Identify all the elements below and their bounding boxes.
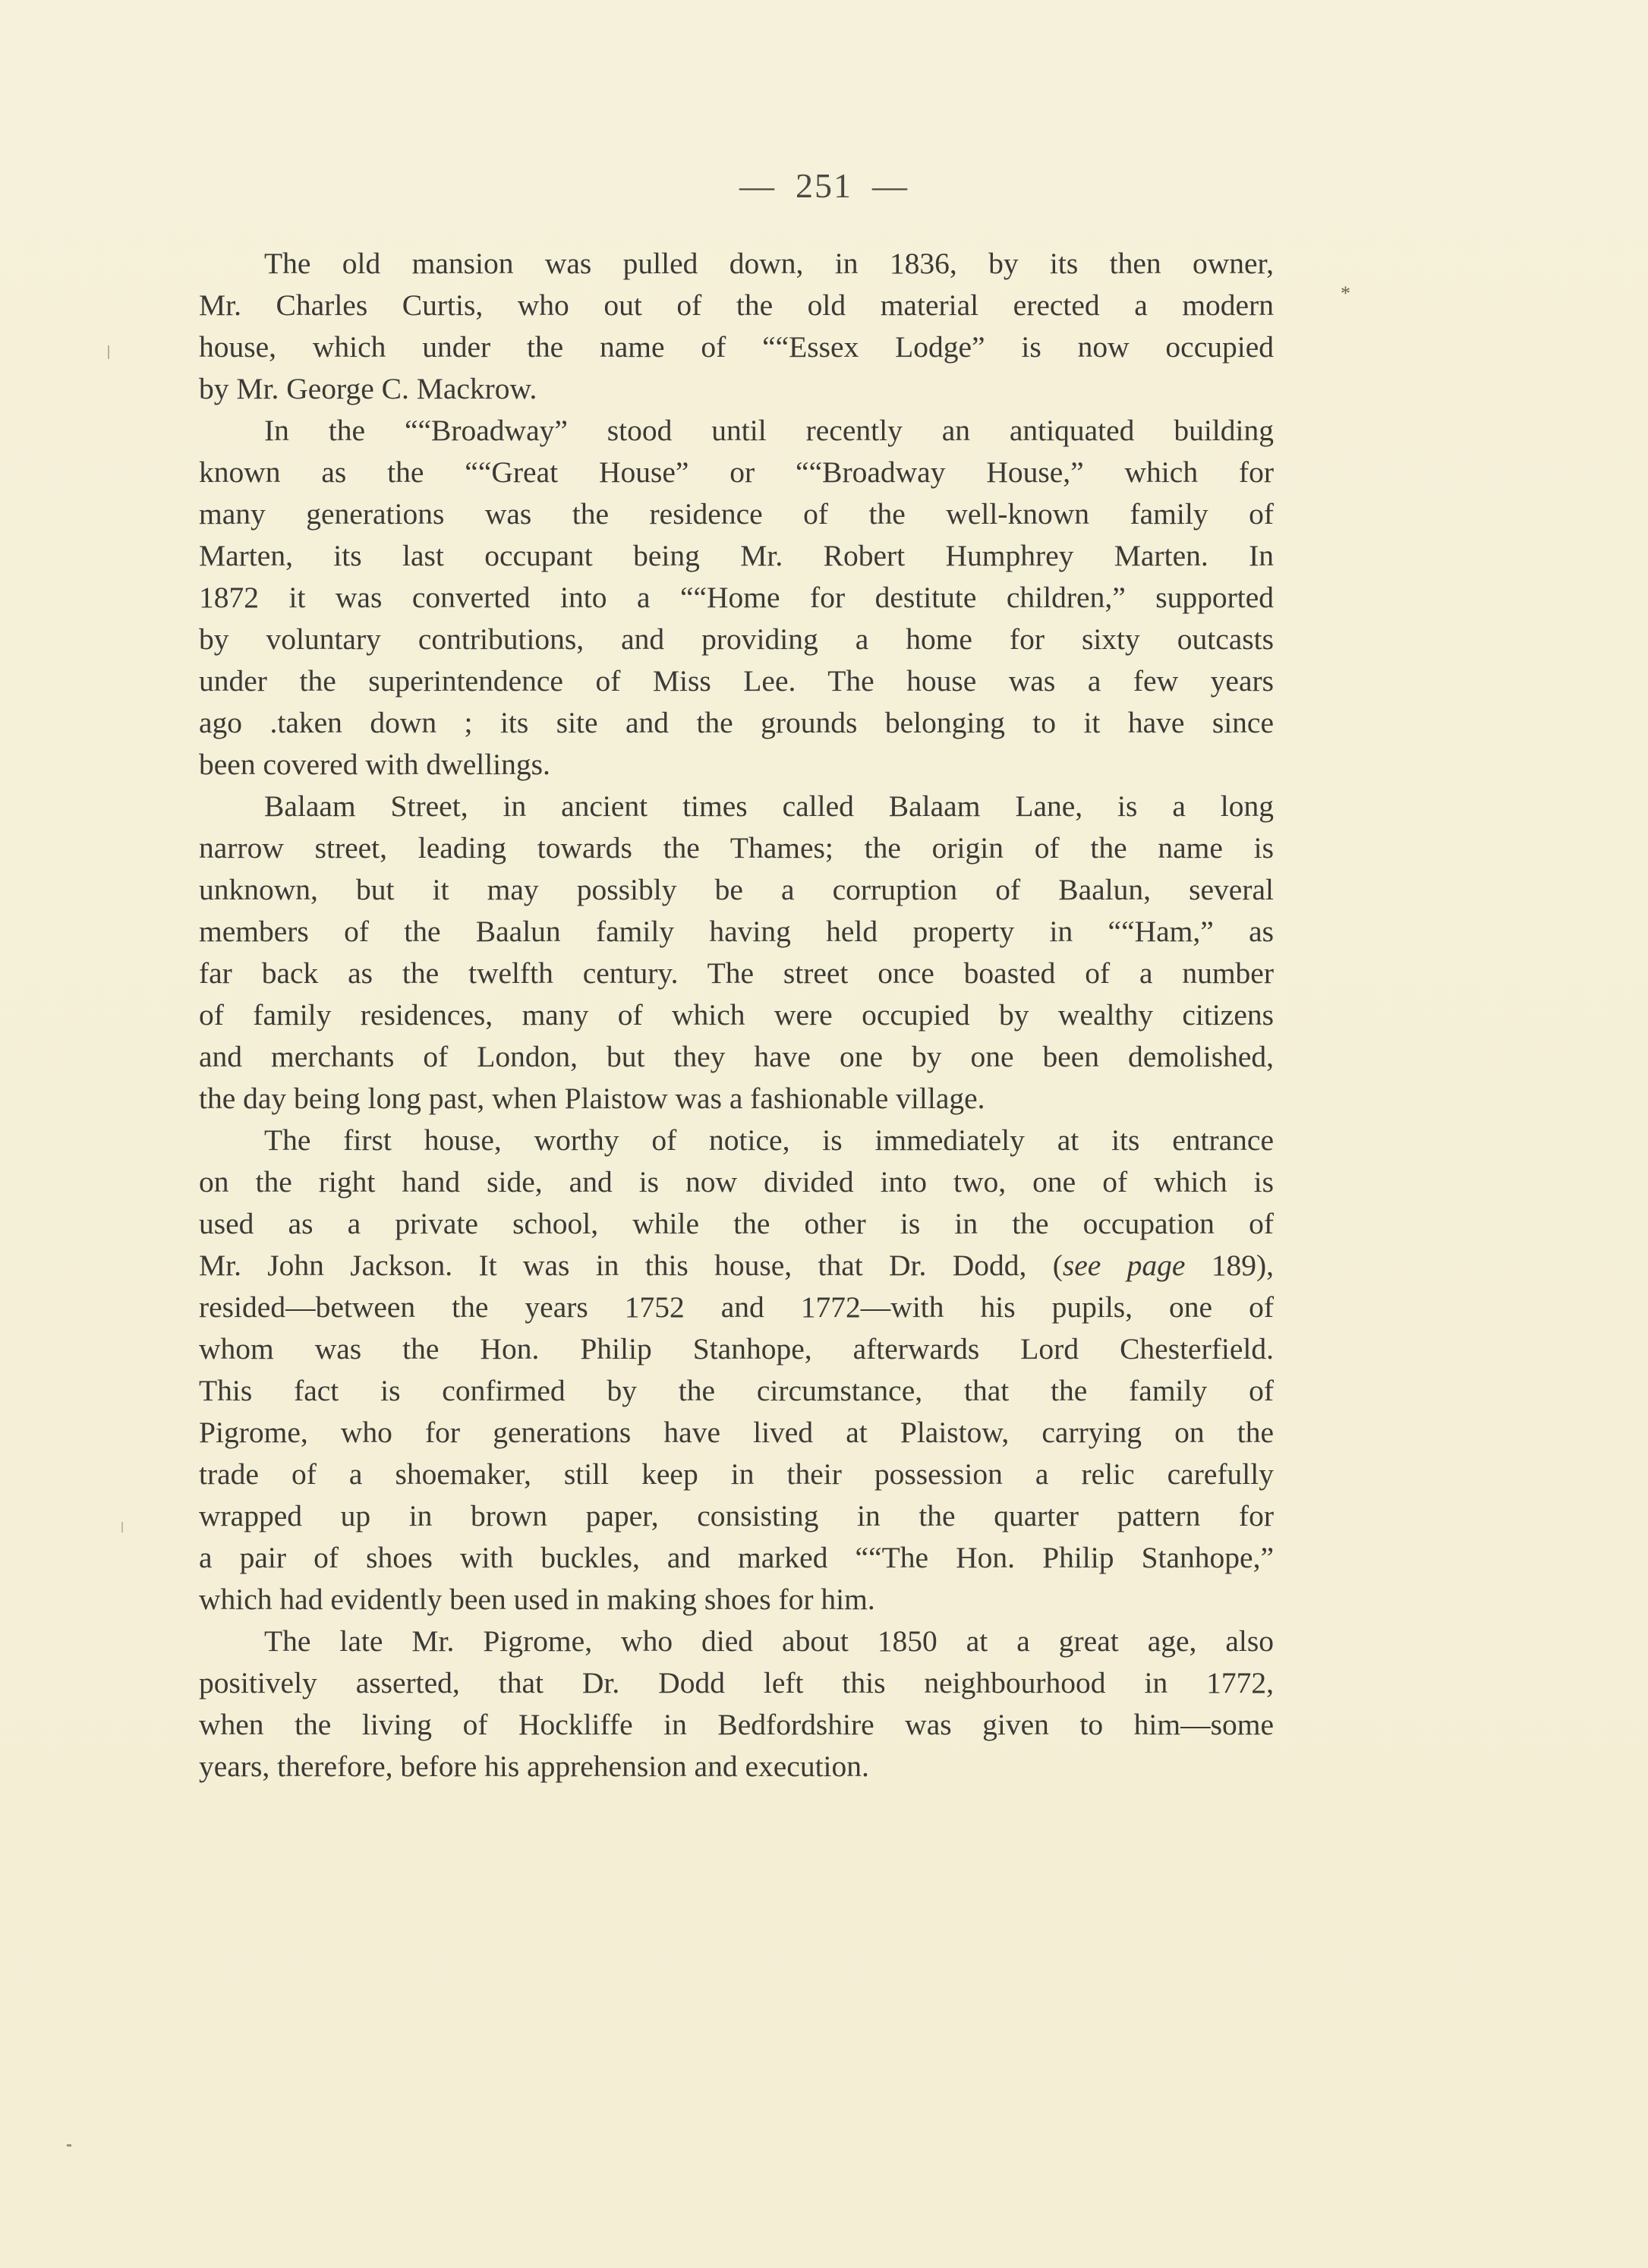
margin-mark: * bbox=[1341, 282, 1350, 304]
text-line: The first house, worthy of notice, is immediately at its entrance bbox=[264, 1123, 1274, 1157]
text-line: under the superintendence of Miss Lee. The house was a few years bbox=[199, 664, 1274, 698]
text-line: years, therefore, before his apprehension and execution. bbox=[199, 1750, 869, 1783]
text-line: known as the ““Great House” or ““Broadway House,” which for bbox=[199, 455, 1274, 489]
text-line: many generations was the residence of the well-known family of bbox=[199, 497, 1274, 531]
text-line: been covered with dwellings. bbox=[199, 748, 550, 781]
text-line: Balaam Street, in ancient times called Balaam Lane, is a long bbox=[264, 789, 1274, 823]
text-line-with-reference bbox=[199, 1245, 1274, 1287]
text-line: and merchants of London, but they have one by one been demolished, bbox=[199, 1040, 1274, 1073]
text-line: The old mansion was pulled down, in 1836, by its then owner, bbox=[264, 247, 1274, 280]
text-line: This fact is confirmed by the circumstance, that the family of bbox=[199, 1374, 1274, 1407]
text-line: In the ““Broadway” stood until recently an antiquated building bbox=[264, 414, 1274, 447]
text-line: members of the Baalun family having held property in ““Ham,” as bbox=[199, 915, 1274, 948]
text-line: when the living of Hockliffe in Bedfordshire was given to him—some bbox=[199, 1708, 1274, 1741]
see-page-reference: see page bbox=[1062, 1249, 1186, 1282]
text-line-part: Mr. John Jackson. It was in this house, that Dr. Dodd, ( bbox=[199, 1249, 1063, 1282]
body-text bbox=[199, 243, 1274, 1788]
page-number-dash-right: — bbox=[872, 166, 909, 205]
text-line: ago .taken down ; its site and the grounds belonging to it have since bbox=[199, 706, 1274, 739]
page-number-dash-left: — bbox=[739, 166, 776, 205]
text-line: used as a private school, while the other is in the occupation of bbox=[199, 1207, 1274, 1240]
margin-tick bbox=[121, 1522, 123, 1532]
margin-tick bbox=[108, 345, 109, 359]
text-line: house, which under the name of ““Essex Lodge” is now occupied bbox=[199, 330, 1274, 364]
text-line: far back as the twelfth century. The street once boasted of a number bbox=[199, 956, 1274, 990]
text-line: a pair of shoes with buckles, and marked ““The Hon. Philip Stanhope,” bbox=[199, 1541, 1274, 1574]
text-line: Pigrome, who for generations have lived at Plaistow, carrying on the bbox=[199, 1416, 1274, 1449]
page-number-header bbox=[0, 165, 1648, 206]
text-line: whom was the Hon. Philip Stanhope, afterwards Lord Chesterfield. bbox=[199, 1332, 1274, 1366]
text-line: which had evidently been used in making shoes for him. bbox=[199, 1583, 875, 1616]
text-line: Mr. Charles Curtis, who out of the old material erected a modern bbox=[199, 288, 1274, 322]
text-line: 1872 it was converted into a ““Home for destitute children,” supported bbox=[199, 581, 1274, 614]
text-line: the day being long past, when Plaistow was a fashionable village. bbox=[199, 1082, 985, 1115]
text-line-part: 189), bbox=[1185, 1249, 1275, 1282]
page-number: 251 bbox=[796, 166, 852, 205]
text-line: by Mr. George C. Mackrow. bbox=[199, 372, 537, 405]
text-line: unknown, but it may possibly be a corruption of Baalun, several bbox=[199, 873, 1274, 906]
text-line: narrow street, leading towards the Thames; the origin of the name is bbox=[199, 831, 1274, 865]
text-line: The late Mr. Pigrome, who died about 1850 at a great age, also bbox=[264, 1624, 1274, 1658]
margin-dot bbox=[67, 2144, 71, 2147]
text-line: resided—between the years 1752 and 1772—with his pupils, one of bbox=[199, 1290, 1274, 1324]
text-line: by voluntary contributions, and providing a home for sixty outcasts bbox=[199, 622, 1274, 656]
text-line: positively asserted, that Dr. Dodd left this neighbourhood in 1772, bbox=[199, 1666, 1274, 1699]
text-line: on the right hand side, and is now divided into two, one of which is bbox=[199, 1165, 1274, 1199]
text-line: trade of a shoemaker, still keep in their possession a relic carefully bbox=[199, 1457, 1274, 1491]
text-line: of family residences, many of which were occupied by wealthy citizens bbox=[199, 998, 1274, 1032]
text-line: wrapped up in brown paper, consisting in the quarter pattern for bbox=[199, 1499, 1274, 1532]
text-line: Marten, its last occupant being Mr. Robert Humphrey Marten. In bbox=[199, 539, 1274, 572]
